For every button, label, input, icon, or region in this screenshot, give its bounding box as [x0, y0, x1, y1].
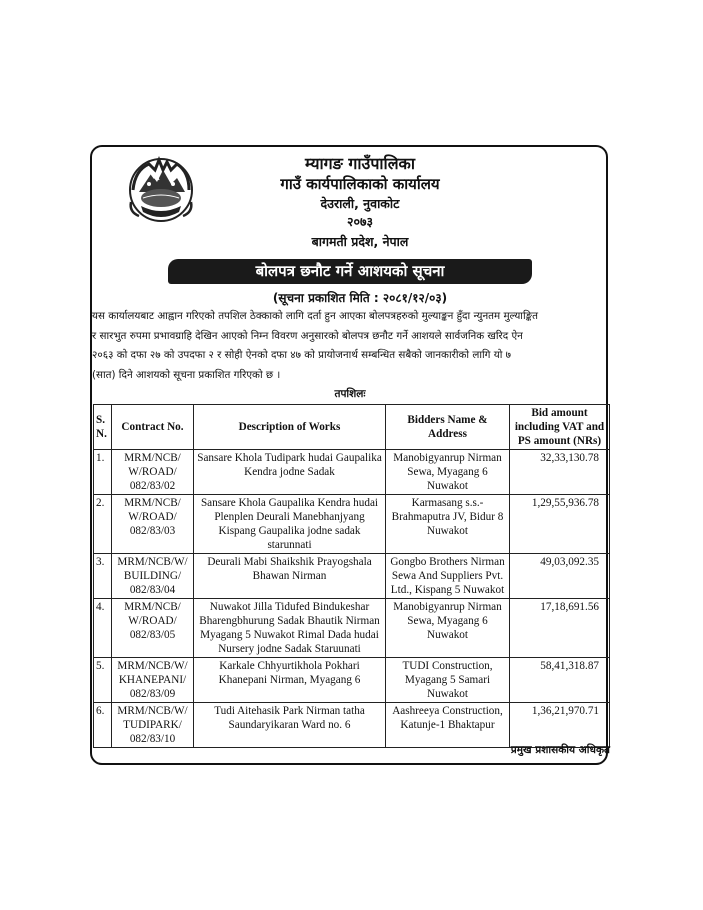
table-row	[94, 599, 610, 658]
notice-body-line: २०६३ को दफा २७ को उपदफा २ र सोही ऐनको दफा ४७ को प्रायोजनार्थ सम्बन्धित सबैको जानकारीको लागि यो ७	[92, 349, 512, 361]
cell-sn: 5.	[94, 658, 112, 703]
cell-sn: 3.	[94, 554, 112, 599]
cell-contract-no: MRM/NCB/ W/ROAD/ 082/83/02	[112, 450, 194, 495]
notice-body	[92, 307, 610, 385]
cell-bidder: Aashreeya Construction, Katunje-1 Bhaktapur	[386, 703, 510, 748]
cell-description: Deurali Mabi Shaikshik Prayogshala Bhawan Nirman	[194, 554, 386, 599]
office-location: देउराली, नुवाकोट	[320, 196, 400, 211]
bid-table	[93, 404, 610, 748]
table-row	[94, 703, 610, 748]
municipality-name: म्यागङ गाउँपालिका	[305, 154, 415, 173]
header-bidder: Bidders Name & Address	[386, 405, 510, 450]
notice-body-line: र सारभुत रुपमा प्रभावग्राहि देखिन आएको निम्न विवरण अनुसारको बोलपत्र छनौट गर्ने आशयले सार्वजनिक खरिद ऐन	[92, 329, 523, 342]
cell-sn: 2.	[94, 495, 112, 554]
table-row	[94, 450, 610, 495]
cell-bid-amount: 1,36,21,970.71	[510, 703, 610, 748]
cell-bidder: Karmasang s.s.- Brahmaputra JV, Bidur 8 Nuwakot	[386, 495, 510, 554]
cell-bidder: TUDI Construction, Myagang 5 Samari Nuwakot	[386, 658, 510, 703]
established-year: २०७३	[346, 214, 373, 229]
cell-bid-amount: 17,18,691.56	[510, 599, 610, 658]
notice-body-line: (सात) दिने आशयको सूचना प्रकाशित गरिएको छ ।	[92, 368, 281, 381]
cell-contract-no: MRM/NCB/W/ BUILDING/ 082/83/04	[112, 554, 194, 599]
cell-description: Sansare Khola Gaupalika Kendra hudai Plenplen Deurali Manebhanjyang Kispang Gaupalika jodne sadak starunnati	[194, 495, 386, 554]
cell-contract-no: MRM/NCB/W/ TUDIPARK/ 082/83/10	[112, 703, 194, 748]
header-description: Description of Works	[194, 405, 386, 450]
cell-description: Tudi Aitehasik Park Nirman tatha Saundaryikaran Ward no. 6	[194, 703, 386, 748]
table-row	[94, 554, 610, 599]
header-bid-amount: Bid amount including VAT and PS amount (NRs)	[510, 405, 610, 450]
table-header-row	[94, 405, 610, 450]
publication-date: (सूचना प्रकाशित मिति : २०८१/१२/०३)	[272, 291, 448, 305]
province-name: बागमती प्रदेश, नेपाल	[311, 234, 409, 249]
signature-title: प्रमुख प्रशासकीय अधिकृत	[510, 744, 610, 756]
header-contract-no: Contract No.	[112, 405, 194, 450]
cell-bidder: Gongbo Brothers Nirman Sewa And Suppliers Pvt. Ltd., Kispang 5 Nuwakot	[386, 554, 510, 599]
cell-bid-amount: 32,33,130.78	[510, 450, 610, 495]
cell-bid-amount: 49,03,092.35	[510, 554, 610, 599]
nepal-emblem-icon	[125, 152, 197, 224]
cell-bid-amount: 58,41,318.87	[510, 658, 610, 703]
cell-contract-no: MRM/NCB/ W/ROAD/ 082/83/03	[112, 495, 194, 554]
cell-description: Nuwakot Jilla Tidufed Bindukeshar Bharengbhurung Sadak Bhautik Nirman Myagang 5 Nuwakot Rimal Dada hudai Nursery jodne Sadak Staruunati	[194, 599, 386, 658]
cell-bidder: Manobigyanrup Nirman Sewa, Myagang 6 Nuwakot	[386, 599, 510, 658]
cell-description: Karkale Chhyurtikhola Pokhari Khanepani Nirman, Myagang 6	[194, 658, 386, 703]
details-label: तपशिलः	[334, 388, 366, 400]
notice-body-line: यस कार्यालयबाट आह्वान गरिएको तपशिल ठेक्काको लागि दर्ता हुन आएका बोलपत्रहरुको मुल्याङ्कन हुँदा न्युनतम मुल्याङ्कित	[92, 310, 539, 322]
cell-sn: 4.	[94, 599, 112, 658]
cell-sn: 1.	[94, 450, 112, 495]
cell-contract-no: MRM/NCB/W/ KHANEPANI/ 082/83/09	[112, 658, 194, 703]
table-row	[94, 495, 610, 554]
office-name: गाउँ कार्यपालिकाको कार्यालय	[280, 175, 440, 193]
notice-title: बोलपत्र छनौट गर्ने आशयको सूचना	[168, 259, 532, 284]
cell-bid-amount: 1,29,55,936.78	[510, 495, 610, 554]
cell-contract-no: MRM/NCB/ W/ROAD/ 082/83/05	[112, 599, 194, 658]
cell-description: Sansare Khola Tudipark hudai Gaupalika Kendra jodne Sadak	[194, 450, 386, 495]
cell-bidder: Manobigyanrup Nirman Sewa, Myagang 6 Nuwakot	[386, 450, 510, 495]
cell-sn: 6.	[94, 703, 112, 748]
header-sn: S. N.	[94, 405, 112, 450]
table-row	[94, 658, 610, 703]
